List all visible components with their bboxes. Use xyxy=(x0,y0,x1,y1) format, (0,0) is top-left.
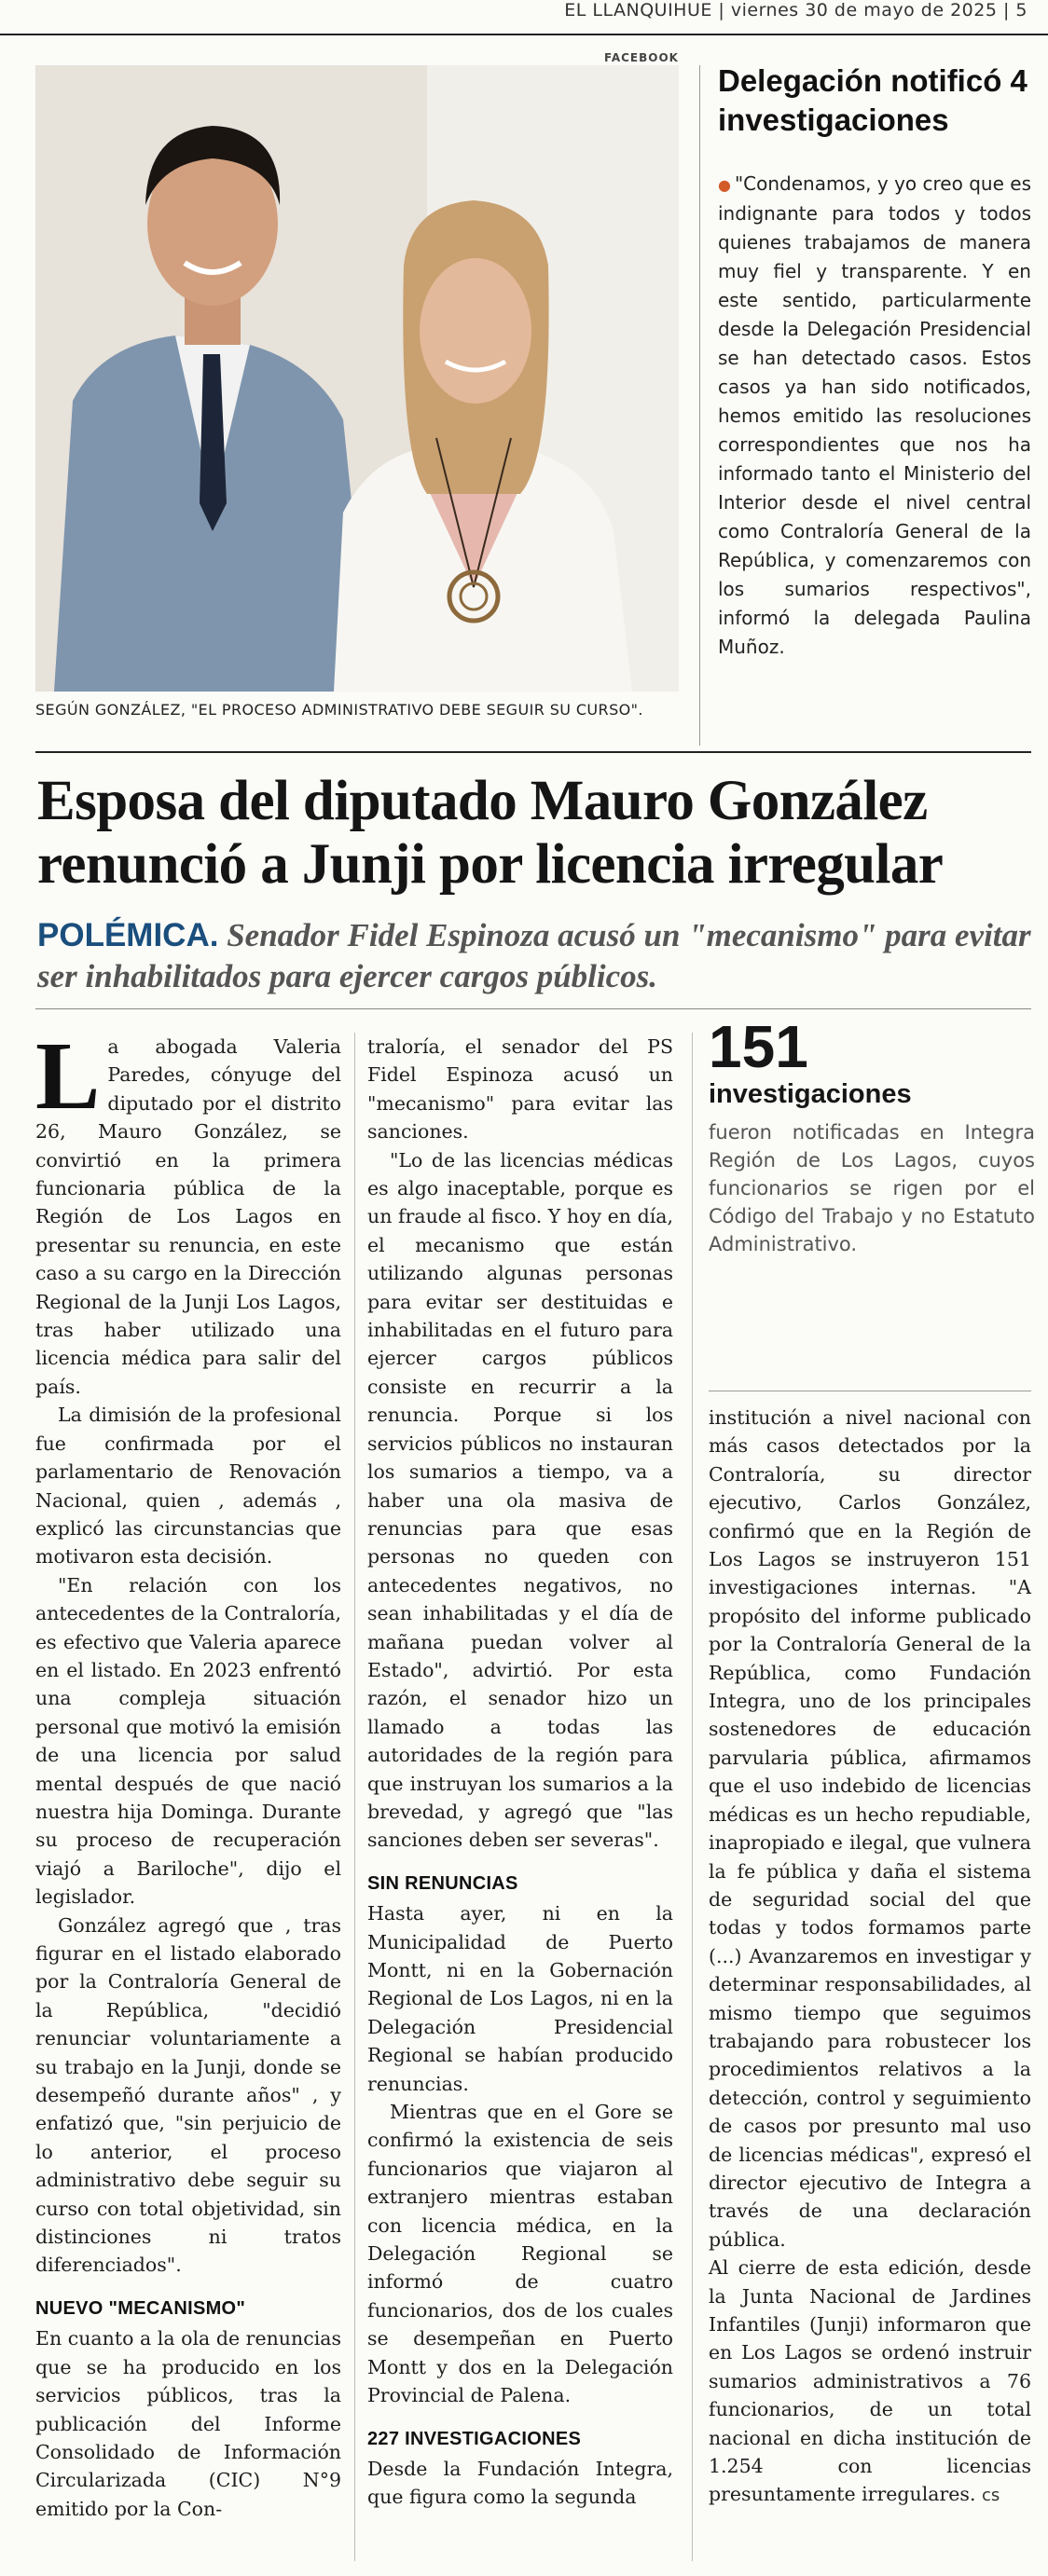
paragraph-text: Al cierre de esta edición, desde la Junta Nacional de Jardines Infantiles (Junji) informaron que en Los Lagos se ordenó instruir sumarios administrativos a 76 funcionarios, de un total nacional en dicha institución de 1.254 con licencias presuntamente irregulares. xyxy=(709,2256,1031,2506)
deck-rule xyxy=(35,1008,1031,1009)
paragraph: traloría, el senador del PS Fidel Espinoza acusó un "mecanismo" para evitar las sanciones. xyxy=(367,1035,673,1144)
subhead: NUEVO "MECANISMO" xyxy=(35,2297,246,2319)
paragraph: Hasta ayer, ni en la Municipalidad de Puerto Montt, ni en la Gobernación Regional de Los Lagos, ni en la Delegación Presidencial Regional se habían producido renuncias. xyxy=(367,1902,673,2095)
subhead: 227 INVESTIGACIONES xyxy=(367,2428,582,2449)
paragraph: "En relación con los antecedentes de la Contraloría, es efectivo que Valeria aparece en el listado. En 2023 enfrentó una compleja situación personal que motivó la emisión de una licencia por salud mental después de que nació nuestra hija Dominga. Durante su proceso de recuperación viajó a Bariloche", dijo el legislador. xyxy=(35,1573,341,1909)
header-rule xyxy=(0,34,1048,35)
photo-caption: SEGÚN GONZÁLEZ, "EL PROCESO ADMINISTRATIVO DEBE SEGUIR SU CURSO". xyxy=(35,701,643,719)
column-divider xyxy=(354,1033,355,2561)
paragraph: En cuanto a la ola de renuncias que se ha producido en los servicios públicos, tras la publicación del Informe Consolidado de Información Circularizada (CIC) N°9 emitido por la Con- xyxy=(35,2327,341,2520)
article-column-2 xyxy=(367,1033,673,2512)
stat-text: fueron notificadas en Integra Región de Los Lagos, cuyos funcionarios se rigen por el Código del Trabajo y no Estatuto Administrativo. xyxy=(709,1121,1035,1255)
photo-illustration xyxy=(35,65,679,692)
bullet-icon: ● xyxy=(718,176,731,194)
paragraph: Desde la Fundación Integra, que figura como la segunda xyxy=(367,2457,673,2509)
article-deck xyxy=(37,915,1035,997)
deck-kicker: POLÉMICA. xyxy=(37,917,219,953)
end-mark: cs xyxy=(982,2486,1000,2506)
sidebox-quote-text: "Condenamos, y yo creo que es indignante para todos y todos quienes trabajamos de manera muy fiel y transparente. Y en este sentido, particularmente desde la Delegación Presidencial se han detectado casos. Estos casos ya han sido notificados, hemos emitido las resoluciones correspondientes que nos ha informado tanto el Ministerio del Interior desde el nivel central como Contraloría General de la República, y comenzaremos con los sumarios respectivos", informó la delegada Paulina Muñoz. xyxy=(718,172,1031,658)
subhead: SIN RENUNCIAS xyxy=(367,1872,518,1894)
paragraph: González agregó que , tras figurar en el listado elaborado por la Contraloría General de la República, "decidió renunciar voluntariamente a su trabajo en la Junji, donde se desempeñó durante años" , y enfatizó que, "sin perjuicio de lo anterior, el proceso administrativo debe seguir su curso con total objetividad, sin distinciones ni tratos diferenciados". xyxy=(35,1913,341,2277)
article-column-1 xyxy=(35,1022,341,2523)
paragraph: Mientras que en el Gore se confirmó la existencia de seis funcionarios que viajaron al extranjero mientras estaban con licencia médica, en la Delegación Regional se informó de cuatro funcionarios, dos de los cuales se desempeñan en Puerto Montt y dos en la Delegación Provincial de Palena. xyxy=(367,2101,673,2407)
drop-cap: L xyxy=(35,1022,101,1130)
page-folio: EL LLANQUIHUE | viernes 30 de mayo de 2025 | 5 xyxy=(564,0,1027,21)
article-column-3 xyxy=(709,1404,1031,2511)
sidebox-title: Delegación notificó 4 investigaciones xyxy=(718,63,1027,137)
column-divider xyxy=(692,1033,693,2561)
paragraph: "Lo de las licencias médicas es algo inaceptable, porque es un fraude al fisco. Y hoy en día, el mecanismo que están utilizando algunas personas para evitar ser destituidas e inhabilitadas en el futuro para ejercer cargos públicos consiste en recurrir a la renuncia. Porque si los servicios públicos no instauran los sumarios a tiempo, va a haber una ola masiva de renuncias para que esas personas no queden con antecedentes negativos, no sean inhabilitadas y el día de mañana puedan volver al Estado", advirtió. Por esta razón, el senador hizo un llamado a todas las autoridades de la región para que instruyan los sumarios a la brevedad, y agregó que "las sanciones deben ser severas". xyxy=(367,1148,673,1852)
vertical-divider xyxy=(699,65,700,746)
paragraph xyxy=(709,2254,1031,2511)
paragraph: institución a nivel nacional con más casos detectados por la Contraloría, su director ejecutivo, Carlos González, confirmó que en la Región de Los Lagos se instruyeron 151 investigaciones internas. "A propósito del informe publicado por la Contraloría General de la República, como Fundación Integra, uno de los principales sostenedores de educación parvularia pública, afirmamos que el uso indebido de licencias médicas es un hecho repudiable, inapropiado e ilegal, que vulnera la fe pública y daña el sistema de seguridad social del que todas y todos formamos parte (...) Avanzaremos en investigar y determinar responsabilidades, al mismo tiempo que seguimos trabajando para robustecer los procedimientos relativos a la detección, control y seguimiento de casos por presunto mal uso de licencias médicas", expresó el director ejecutivo de Integra a través de una declaración pública. xyxy=(709,1406,1031,2251)
deck-text: Senador Fidel Espinoza acusó un "mecanismo" para evitar ser inhabilitados para ejercer cargos públicos. xyxy=(37,917,1031,994)
article-photo xyxy=(35,65,679,692)
paragraph-text: a abogada Valeria Paredes, cónyuge del diputado por el distrito 26, Mauro González, se convirtió en la primera funcionaria pública de la Región de Los Lagos en presentar su renuncia, en este caso a su cargo en la Dirección Regional de la Junji Los Lagos, tras haber utilizado una licencia médica para salir del país. xyxy=(35,1035,341,1398)
stat-number: 151 xyxy=(709,1013,808,1080)
photo-credit: FACEBOOK xyxy=(604,51,679,64)
paragraph xyxy=(35,1022,341,1401)
headline-rule xyxy=(35,751,1031,753)
page-header xyxy=(0,0,1048,37)
stat-label: investigaciones xyxy=(709,1079,912,1109)
paragraph: La dimisión de la profesional fue confirmada por el parlamentario de Renovación Nacional, quien , además , explicó las circunstancias que motivaron esta decisión. xyxy=(35,1404,341,1569)
article-headline: Esposa del diputado Mauro González renunció a Junji por licencia irregular xyxy=(37,770,944,896)
sidebox-quote xyxy=(718,170,1031,662)
